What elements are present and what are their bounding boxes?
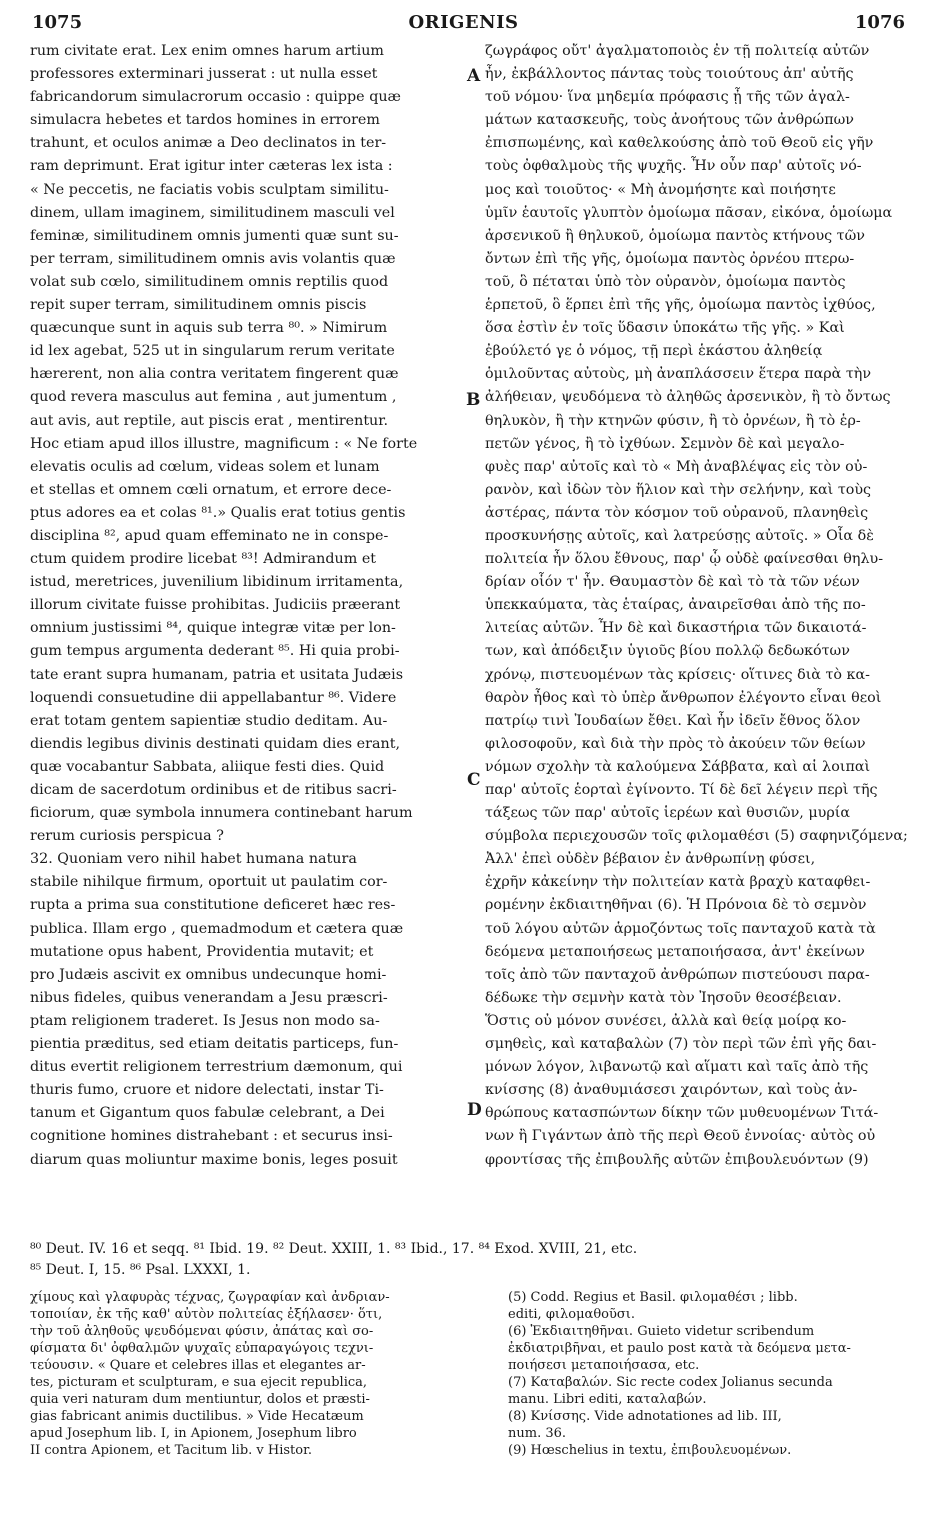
text-line: diendis legibus divinis destinati quidam dies erant, [30, 735, 400, 752]
text-line: quod revera masculus aut femina , aut jumentum , [30, 389, 397, 406]
text-line: δεόμενα μεταποιήσεως μεταποιήσασα, ἀντ' ἐκείνων [485, 943, 865, 960]
bottom-left-notes [30, 1289, 466, 1459]
text-line: σμηθεὶς, καὶ καταβαλὼν (7) τὸν περὶ τῶν ἐπὶ γῆς δαι- [485, 1036, 877, 1053]
note-line: manu. Libri editi, καταλαβών. [508, 1392, 707, 1407]
text-line: rupta a prima sua constitutione deficeret hæc res- [30, 897, 396, 914]
text-line: δέδωκε τὴν σεμνὴν κατὰ τὸν Ἰησοῦν θεοσέβειαν. [485, 989, 842, 1006]
text-line: χρόνῳ, πιστευομένων τὰς κρίσεις· οἵτινες διὰ τὸ κα- [485, 666, 870, 683]
note-line: ποιήσεσι μεταποιήσασα, etc. [508, 1358, 700, 1373]
text-line: ptam religionem traderet. Is Jesus non modo sa- [30, 1012, 380, 1029]
note-line: apud Josephum lib. I, in Apionem, Josephum libro [30, 1426, 357, 1441]
text-line: loquendi consuetudine dii appellabantur ⁸⁶. Videre [30, 689, 397, 706]
text-line: ctum quidem prodire licebat ⁸³! Admirandum et [30, 551, 377, 568]
text-line: τοῦ λόγου αὐτῶν ἁρμοζόντως τοῖς πανταχοῦ κατὰ τὰ [485, 920, 876, 937]
text-line: ὄντων ἐπὶ τῆς γῆς, ὁμοίωμα παντὸς ὀρνέου πτερω- [485, 250, 855, 267]
text-line: dicam de sacerdotum ordinibus et de ritibus sacri- [30, 782, 397, 798]
text-line: volat sub cœlo, similitudinem omnis reptilis quod [30, 273, 389, 290]
note-line: (5) Codd. Regius et Basil. φιλομαθέσι ; libb. [508, 1290, 798, 1305]
text-line: ἀρσενικοῦ ἢ θηλυκοῦ, ὁμοίωμα παντὸς κτήνους τῶν [485, 227, 865, 244]
running-title: ORIGENIS [408, 12, 519, 33]
note-line: (7) Καταβαλών. Sic recte codex Jolianus secunda [508, 1375, 833, 1390]
text-line: θηλυκὸν, ἢ τὴν κτηνῶν φύσιν, ἢ τὸ ὀρνέων, ἢ τὸ ἑρ- [485, 412, 861, 429]
note-line: τὴν τοῦ ἀληθοῦς ψευδόμεναι φύσιν, ἀπάτας καὶ σο- [30, 1324, 374, 1339]
text-line: ptus adores ea et colas ⁸¹.» Qualis erat totius gentis [30, 504, 406, 521]
text-line: pro Judæis ascivit ex omnibus undecunque homi- [30, 966, 387, 983]
text-line: ditus evertit religionem terrestrium dæmonum, qui [30, 1059, 403, 1076]
bottom-right-notes [508, 1289, 918, 1459]
text-line: νόμων σχολὴν τὰ καλούμενα Σάββατα, καὶ αἱ λοιπαὶ [485, 758, 871, 775]
text-line: et stellas et omnem cœli ornatum, et errore dece- [30, 481, 392, 498]
text-line: τοῦ, ὃ πέταται ὑπὸ τὸν οὐρανὸν, ὁμοίωμα παντὸς [485, 273, 846, 290]
text-line: stabile nihilque firmum, oportuit ut paulatim cor- [30, 874, 388, 891]
right-page-number: 1076 [854, 12, 905, 33]
text-line: elevatis oculis ad cœlum, videas solem et lunam [30, 458, 380, 475]
text-line: ficiorum, quæ symbola innumera continebant harum [30, 805, 413, 822]
text-line: ἐχρῆν κἀκείνην τὴν πολιτείαν κατὰ βραχὺ καταφθει- [485, 874, 871, 891]
text-line: των, καὶ ἀπόδειξιν ὑγιοῦς βίου πολλῷ δεδωκότων [485, 643, 850, 660]
latin-column [30, 40, 466, 1172]
text-line: Hoc etiam apud illos illustre, magnificum : « Ne forte [30, 435, 418, 452]
text-line: προσκυνήσῃς αὐτοῖς, καὶ λατρεύσῃς αὐτοῖς. » Οἷα δὲ [485, 527, 874, 544]
text-line: repit super terram, similitudinem omnis piscis [30, 297, 367, 314]
text-line: φιλοσοφοῦν, καὶ διὰ τὴν πρὸς τὸ ἀκούειν τῶν θείων [485, 735, 866, 752]
text-line: ἐβούλετό γε ὁ νόμος, τῇ περὶ ἑκάστου ἀληθείᾳ [485, 343, 823, 360]
text-line: feminæ, similitudinem omnis jumenti quæ sunt su- [30, 227, 399, 244]
text-line: τοῦ νόμου· ἵνα μηδεμία πρόφασις ᾖ τῆς τῶν ἀγαλ- [485, 89, 850, 106]
text-line: tanum et Gigantum quos fabulæ celebrant, a Dei [30, 1105, 385, 1122]
margin-marker-d: D [467, 1100, 482, 1120]
text-line: πετῶν γένος, ἢ τὸ ἰχθύων. Σεμνὸν δὲ καὶ μεγαλο- [485, 435, 845, 452]
text-line: ἦν, ἐκβάλλοντος πάντας τοὺς τοιούτους ἀπ' αὐτῆς [485, 66, 854, 83]
text-line: κνίσσης (8) ἀναθυμιάσεσι χαιρόντων, καὶ τοὺς ἀν- [485, 1082, 858, 1099]
text-line: trahunt, et oculos animæ a Deo declinatos in ter- [30, 135, 387, 152]
text-line: gum tempus argumenta dederant ⁸⁵. Hi quia probi- [30, 643, 400, 660]
footnote-line: ⁸⁰ Deut. IV. 16 et seqq. ⁸¹ Ibid. 19. ⁸² Deut. XXIII, 1. ⁸³ Ibid., 17. ⁸⁴ Exod. XVIII, 21, etc. [30, 1241, 638, 1257]
note-line: τοποιίαν, ἐκ τῆς καθ' αὐτὸν πολιτείας ἐξήλασεν· ὅτι, [30, 1307, 383, 1322]
text-line: μόνων λόγον, λιβανωτῷ καὶ αἵματι καὶ ταῖς ἀπὸ τῆς [485, 1059, 869, 1076]
text-line: θαρὸν ἦθος καὶ τὸ ὑπὲρ ἄνθρωπον ἐλέγοντο εἶναι θεοὶ [485, 689, 882, 706]
text-line: professores exterminari jusserat : ut nulla esset [30, 66, 378, 83]
text-line: rum civitate erat. Lex enim omnes harum artium [30, 43, 384, 59]
text-line: ρομένην ἐκδιαιτηθῆναι (6). Ἡ Πρόνοια δὲ τὸ σεμνὸν [485, 897, 867, 914]
margin-marker-b: B [466, 390, 481, 410]
note-line: (8) Κνίσσης. Vide adnotationes ad lib. III, [508, 1409, 782, 1424]
footnotes [30, 1239, 910, 1281]
text-line: Ὅστις οὐ μόνον συνέσει, ἀλλὰ καὶ θείᾳ μοίρᾳ κο- [485, 1012, 847, 1029]
text-line: Ἀλλ' ἐπεὶ οὐδὲν βέβαιον ἐν ἀνθρωπίνῃ φύσει, [485, 851, 816, 868]
text-line: illorum civitate fuisse prohibitas. Judiciis præerant [30, 597, 401, 614]
text-line: πολιτεία ἦν ὅλου ἔθνους, παρ' ᾧ οὐδὲ φαίνεσθαι θηλυ- [485, 551, 884, 568]
text-line: πατρίῳ τινὶ Ἰουδαίων ἔθει. Καὶ ἦν ἰδεῖν ἔθνος ὅλον [485, 712, 861, 729]
text-line: τάξεως τῶν παρ' αὐτοῖς ἱερέων καὶ θυσιῶν, μυρία [485, 805, 851, 822]
note-line: φίσματα δι' ὀφθαλμῶν ψυχαῖς εὐπαραγώγοις τεχνι- [30, 1341, 374, 1356]
text-line: τοῖς ἀπὸ τῶν πανταχοῦ ἀνθρώπων πιστεύουσι παρα- [485, 966, 870, 983]
text-line: μος καὶ τοιοῦτος· « Μὴ ἀνομήσητε καὶ ποιήσητε [485, 181, 836, 198]
text-line: dinem, ullam imaginem, similitudinem masculi vel [30, 204, 395, 221]
text-line: ἐπισπωμένης, καὶ καθελκούσης ἀπὸ τοῦ Θεοῦ εἰς γῆν [485, 135, 874, 152]
text-line: diarum quas moliuntur maxime bonis, leges posuit [30, 1151, 398, 1168]
text-line: φροντίσας τῆς ἐπιβουλῆς αὐτῶν ἐπιβουλευόντων (9) [485, 1151, 869, 1168]
text-line: id lex agebat, 525 ut in singularum rerum veritate [30, 343, 395, 360]
text-line: θρώπους κατασπώντων δίκην τῶν μυθευομένων Τιτά- [485, 1105, 879, 1122]
text-line: δρίαν οἷόν τ' ἦν. Θαυμαστὸν δὲ καὶ τὸ τὰ τῶν νέων [485, 574, 860, 591]
note-line: num. 36. [508, 1426, 567, 1441]
text-line: φυὲς παρ' αὐτοῖς καὶ τὸ « Μὴ ἀναβλέψας εἰς τὸν οὐ- [485, 458, 868, 475]
margin-marker-c: C [467, 770, 481, 790]
text-line: « Ne peccetis, ne faciatis vobis sculptam similitu- [30, 181, 389, 198]
text-line: tate erant supra humanam, patria et usitata Judæis [30, 666, 404, 683]
text-line: νων ἢ Γιγάντων ἀπὸ τῆς περὶ Θεοῦ ἐννοίας· αὐτὸς οὐ [485, 1128, 876, 1145]
text-line: aut avis, aut reptile, aut piscis erat , mentirentur. [30, 412, 389, 429]
text-line: omnium justissimi ⁸⁴, quique integræ vitæ per lon- [30, 620, 396, 637]
margin-marker-a: A [467, 66, 481, 86]
text-line: quæ vocabantur Sabbata, aliique festi dies. Quid [30, 758, 385, 775]
text-line: 32. Quoniam vero nihil habet humana natura [30, 851, 357, 868]
left-page-number: 1075 [32, 12, 83, 33]
text-line: rerum curiosis perspicua ? [30, 828, 224, 845]
text-line: ram deprimunt. Erat igitur inter cæteras lex ista : [30, 158, 393, 175]
text-line: erat totam gentem sapientiæ studio deditam. Au- [30, 712, 388, 729]
text-line: ἀστέρας, πάντα τὸν κόσμον τοῦ οὐρανοῦ, πλανηθεὶς [485, 504, 869, 521]
note-line: χίμους καὶ γλαφυρὰς τέχνας, ζωγραφίαν καὶ ἀνδριαν- [30, 1290, 390, 1305]
note-line: (6) Ἐκδιαιτηθῆναι. Guieto videtur scribendum [508, 1324, 815, 1339]
text-line: ζωγράφος οὔτ' ἀγαλματοποιὸς ἐν τῇ πολιτείᾳ αὐτῶν [485, 43, 870, 59]
note-line: II contra Apionem, et Tacitum lib. v Histor. [30, 1443, 313, 1458]
text-line: nibus fideles, quibus venerandam a Jesu præscri- [30, 989, 388, 1006]
text-line: thuris fumo, cruore et nidore delectati, instar Ti- [30, 1082, 384, 1099]
text-line: ἀλήθειαν, ψευδόμενα τὸ ἀληθῶς ἀρσενικὸν, ἢ τὸ ὄντως [485, 389, 891, 406]
text-line: publica. Illam ergo , quemadmodum et cætera quæ [30, 920, 404, 937]
text-line: ὅσα ἐστὶν ἐν τοῖς ὕδασιν ὑποκάτω τῆς γῆς. » Καὶ [485, 320, 845, 337]
text-line: simulacra hebetes et tardos homines in errorem [30, 112, 380, 129]
text-line: ἑρπετοῦ, ὃ ἕρπει ἐπὶ τῆς γῆς, ὁμοίωμα παντὸς ἰχθύος, [485, 297, 876, 314]
text-line: cognitione homines distrahebant : et securus insi- [30, 1128, 393, 1145]
text-line: pientia præditus, sed etiam deitatis particeps, fun- [30, 1036, 399, 1053]
text-line: hærerent, non alia contra veritatem fingerent quæ [30, 366, 399, 383]
text-line: mutatione opus habent, Providentia mutavit; et [30, 943, 374, 960]
note-line: editi, φιλομαθοῦσι. [508, 1307, 635, 1322]
page-header [0, 8, 927, 38]
footnote-line: ⁸⁵ Deut. I, 15. ⁸⁶ Psal. LXXXI, 1. [30, 1262, 251, 1278]
text-line: istud, meretrices, juvenilium libidinum irritamenta, [30, 574, 404, 591]
text-line: disciplina ⁸², apud quam effeminato ne in conspe- [30, 527, 389, 544]
text-line: ὑμῖν ἑαυτοῖς γλυπτὸν ὁμοίωμα πᾶσαν, εἰκόνα, ὁμοίωμα [485, 204, 893, 221]
note-line: ἐκδιατριβῆναι, et paulo post κατὰ τὰ δεόμενα μετα- [508, 1341, 851, 1356]
text-line: ὑπεκκαύματα, τὰς ἑταίρας, ἀναιρεῖσθαι ἀπὸ τῆς πο- [485, 597, 866, 614]
text-line: ὁμιλοῦντας αὐτοὺς, μὴ ἀναπλάσσειν ἕτερα παρὰ τὴν [485, 366, 872, 383]
text-line: fabricandorum simulacrorum occasio : quippe quæ [30, 89, 401, 106]
greek-column [485, 40, 913, 1172]
text-line: λιτείας αὐτῶν. Ἦν δὲ καὶ δικαστήρια τῶν δικαιοτά- [485, 620, 867, 637]
note-line: tes, picturam et sculpturam, e sua ejecit republica, [30, 1375, 368, 1390]
note-line: τεύουσιν. « Quare et celebres illas et elegantes ar- [30, 1358, 366, 1373]
note-line: gias fabricant animis ductilibus. » Vide Hecatæum [30, 1409, 364, 1424]
text-line: quæcunque sunt in aquis sub terra ⁸⁰. » Nimirum [30, 320, 388, 337]
text-line: per terram, similitudinem omnis avis volantis quæ [30, 250, 396, 267]
text-line: τοὺς ὀφθαλμοὺς τῆς ψυχῆς. Ἦν οὖν παρ' αὐτοῖς νό- [485, 158, 862, 175]
note-line: quia veri naturam dum mentiuntur, dolos et præsti- [30, 1392, 370, 1407]
note-line: (9) Hœschelius in textu, ἐπιβουλευομένων. [508, 1443, 792, 1458]
text-line: σύμβολα περιεχουσῶν τοῖς φιλομαθέσι (5) σαφηνιζόμενα; [485, 828, 908, 845]
text-line: ρανὸν, καὶ ἰδὼν τὸν ἥλιον καὶ τὴν σελήνην, καὶ τοὺς [485, 481, 872, 498]
text-line: μάτων κατασκευῆς, τοὺς ἀνοήτους τῶν ἀνθρώπων [485, 112, 854, 129]
text-line: παρ' αὐτοῖς ἑορταὶ ἐγίνοντο. Τί δὲ δεῖ λέγειν περὶ τῆς [485, 782, 878, 798]
